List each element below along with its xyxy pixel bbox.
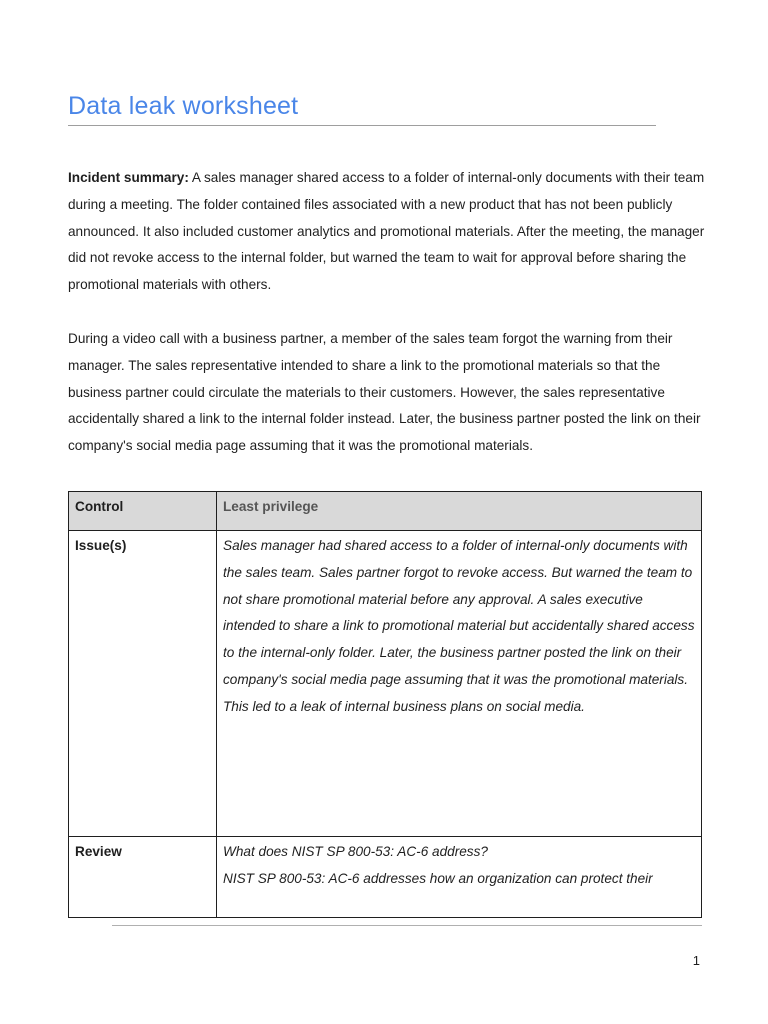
table-bottom-shadow xyxy=(112,925,702,926)
control-value: Least privilege xyxy=(217,492,702,531)
table-row-control xyxy=(69,492,702,531)
issues-value: Sales manager had shared access to a folder of internal-only documents with the sales team. Sales partner forgot to revoke access. But warned the team to not share promotional material before any approval. A sales executive intended to share a link to promotional material but accidentally shared access to the internal-only folder. Later, the business partner posted the link on their company's social media page assuming that it was the promotional materials. This led to a leak of internal business plans on social media. xyxy=(217,531,702,837)
review-label: Review xyxy=(69,837,217,918)
review-cell xyxy=(217,837,702,918)
controls-table xyxy=(68,491,702,918)
review-question: What does NIST SP 800-53: AC-6 address? xyxy=(223,844,488,859)
title-divider xyxy=(68,125,656,126)
incident-summary-text: A sales manager shared access to a folder of internal-only documents with their team during a meeting. The folder contained files associated with a new product that has not been publicly announced. It also included customer analytics and promotional materials. After the meeting, the manager did not revoke access to the internal folder, but warned the team to wait for approval before sharing the promotional materials with others. xyxy=(68,170,705,293)
incident-summary-label: Incident summary: xyxy=(68,170,189,185)
page-number: 1 xyxy=(692,953,700,968)
table-row-review xyxy=(69,837,702,918)
incident-details-paragraph: During a video call with a business partner, a member of the sales team forgot the warning from their manager. The sales representative intended to share a link to the promotional materials so that the business partner could circulate the materials to their customers. However, the sales representative accidentally shared a link to the internal folder instead. Later, the business partner posted the link on their company's social media page assuming that it was the promotional materials. xyxy=(68,331,701,454)
table-row-issues xyxy=(69,531,702,837)
incident-summary-paragraph xyxy=(68,165,708,299)
issues-label: Issue(s) xyxy=(69,531,217,837)
control-label: Control xyxy=(69,492,217,531)
review-answer: NIST SP 800-53: AC-6 addresses how an organization can protect their xyxy=(223,870,653,886)
page-title: Data leak worksheet xyxy=(68,92,299,120)
